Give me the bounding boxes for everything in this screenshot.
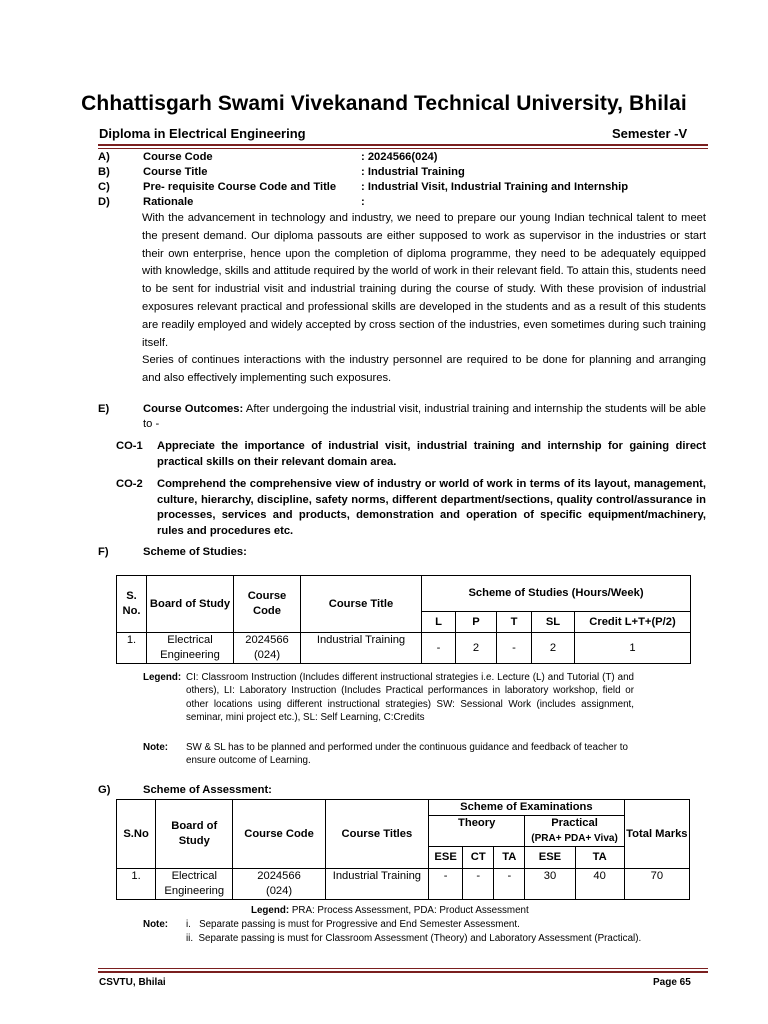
item-value: : Industrial Visit, Industrial Training and Internship [361,181,629,193]
item-letter: D) [98,196,110,208]
legend-text: PRA: Process Assessment, PDA: Product Assessment [291,905,529,916]
cell-code: 2024566 (024) [233,869,325,900]
header-title: Course Title [301,576,422,633]
cell-p: 2 [456,633,497,664]
legend-label: Legend: [143,672,182,683]
header-credit: Credit L+T+(P/2) [575,612,691,633]
cell-t: - [497,633,532,664]
assessment-legend [251,904,529,917]
header-t: T [497,612,532,633]
cell-sno: 1. [117,633,147,664]
header-scheme: Scheme of Examinations [429,800,625,816]
cell-ese: 30 [525,869,575,900]
practical-label: Practical [551,817,598,829]
cell-title: Industrial Training [325,869,428,900]
item-letter: B) [98,166,110,178]
table-row [117,869,690,900]
section-letter: E) [98,403,110,415]
cell-ct: - [463,869,494,900]
co-code: CO-1 [116,440,143,452]
header-rule [98,144,708,146]
note-item: i. Separate passing is must for Progressive and End Semester Assessment. [186,919,520,930]
header-board: Board of Study [156,800,233,869]
legend-label: Legend: [251,905,290,916]
co-text: Appreciate the importance of industrial visit, industrial training and internship for gaining direct practical skills on their relevant domain area. [157,440,706,468]
header-ese: ESE [429,847,463,869]
co-text: Comprehend the comprehensive view of industry or world of work in terms of its layout, management, culture, hierarchy, discipline, safety norms, different department/sections, quality control/assurance in processes, services and products, demonstration and operation of specific equipment/machinery, rules and procedures etc. [157,478,706,537]
cell-board: Electrical Engineering [156,869,233,900]
rationale-text [142,210,706,388]
header-practical [525,816,624,847]
cell-ese: - [429,869,463,900]
section-letter: F) [98,546,109,558]
item-label: Rationale [143,196,194,208]
header-rule-thin [98,148,708,149]
header-ta: TA [575,847,624,869]
outcomes-intro-text: After undergoing the industrial visit, industrial training and internship the students will be able to - [143,403,706,430]
item-label: Course Title [143,166,208,178]
cell-board: Electrical Engineering [147,633,234,664]
section-letter: G) [98,784,111,796]
header-theory: Theory [429,816,525,847]
practical-sublabel: (PRA+ PDA+ Viva) [531,833,618,844]
cell-sl: 2 [532,633,575,664]
header-sl: SL [532,612,575,633]
header-sno: S.No [117,800,156,869]
header-ct: CT [463,847,494,869]
header-scheme: Scheme of Studies (Hours/Week) [422,576,691,612]
page-number: Page 65 [653,977,691,988]
header-titles: Course Titles [325,800,428,869]
co-code: CO-2 [116,478,143,490]
header-p: P [456,612,497,633]
item-value: : 2024566(024) [361,151,438,163]
table-row [117,633,691,664]
header-total: Total Marks [624,800,689,869]
note-label: Note: [143,742,169,753]
note-item: ii. Separate passing is must for Classroom Assessment (Theory) and Laboratory Assessment (Practical). [186,933,642,944]
outcomes-intro [143,402,706,432]
assessment-heading: Scheme of Assessment: [143,784,272,796]
scheme-of-studies-table [116,575,691,664]
header-board: Board of Study [147,576,234,633]
program-name: Diploma in Electrical Engineering [99,126,306,141]
header-ese: ESE [525,847,575,869]
header-code: Course Code [233,800,325,869]
item-value: : [361,196,365,208]
cell-ta: 40 [575,869,624,900]
cell-ta: - [494,869,525,900]
footer-university: CSVTU, Bhilai [99,977,166,988]
header-code: Course Code [234,576,301,633]
rationale-paragraph: Series of continues interactions with the industry personnel are required to be done for planning and arranging and also effectively implementing such exposures. [142,354,706,385]
outcomes-heading: Course Outcomes: [143,403,244,415]
item-letter: A) [98,151,110,163]
cell-sno: 1. [117,869,156,900]
cell-code: 2024566 (024) [234,633,301,664]
cell-title: Industrial Training [301,633,422,664]
legend-text: CI: Classroom Instruction (Includes different instructional strategies i.e. Lecture (L) and Tutorial (T) and others), LI: Laboratory Instruction (Includes Practical performances in laboratory workshop, field or other locations using different instructional strategies) SW: Sessional Work (includes assignment, seminar, mini project etc.), SL: Self Learning, C:Credits [186,672,634,723]
footer-rule-thin [98,968,708,969]
scheme-of-assessment-table [116,799,690,900]
note-text: SW & SL has to be planned and performed under the continuous guidance and feedback of teacher to ensure outcome of Learning. [186,742,628,767]
cell-total: 70 [624,869,689,900]
note-label: Note: [143,919,169,930]
item-label: Course Code [143,151,213,163]
cell-l: - [422,633,456,664]
header-sno: S. No. [117,576,147,633]
semester-label: Semester -V [612,126,688,141]
rationale-paragraph: With the advancement in technology and industry, we need to prepare our young Indian technical talent to meet the present demand. Our diploma passouts are either supposed to work as supervisor in the industries or start their own enterprise, hence upon the completion of diploma programme, they need to be adequately equipped with knowledge, skills and attitude required by the world of work in their relevant field. To attain this, students need to be sent for industrial visit and industrial training during the course of study. With these provision of industrial exposures relevant practical and professional skills are developed in the students and as a result of this students are readily employed and widely accepted by cross section of the industries, even sometimes during such training itself. [142,212,706,349]
header-ta: TA [494,847,525,869]
item-label: Pre- requisite Course Code and Title [143,181,337,193]
footer-rule [98,971,708,973]
cell-credit: 1 [575,633,691,664]
studies-heading: Scheme of Studies: [143,546,247,558]
item-letter: C) [98,181,110,193]
item-value: : Industrial Training [361,166,465,178]
header-l: L [422,612,456,633]
university-title: Chhattisgarh Swami Vivekanand Technical University, Bhilai [81,92,687,115]
